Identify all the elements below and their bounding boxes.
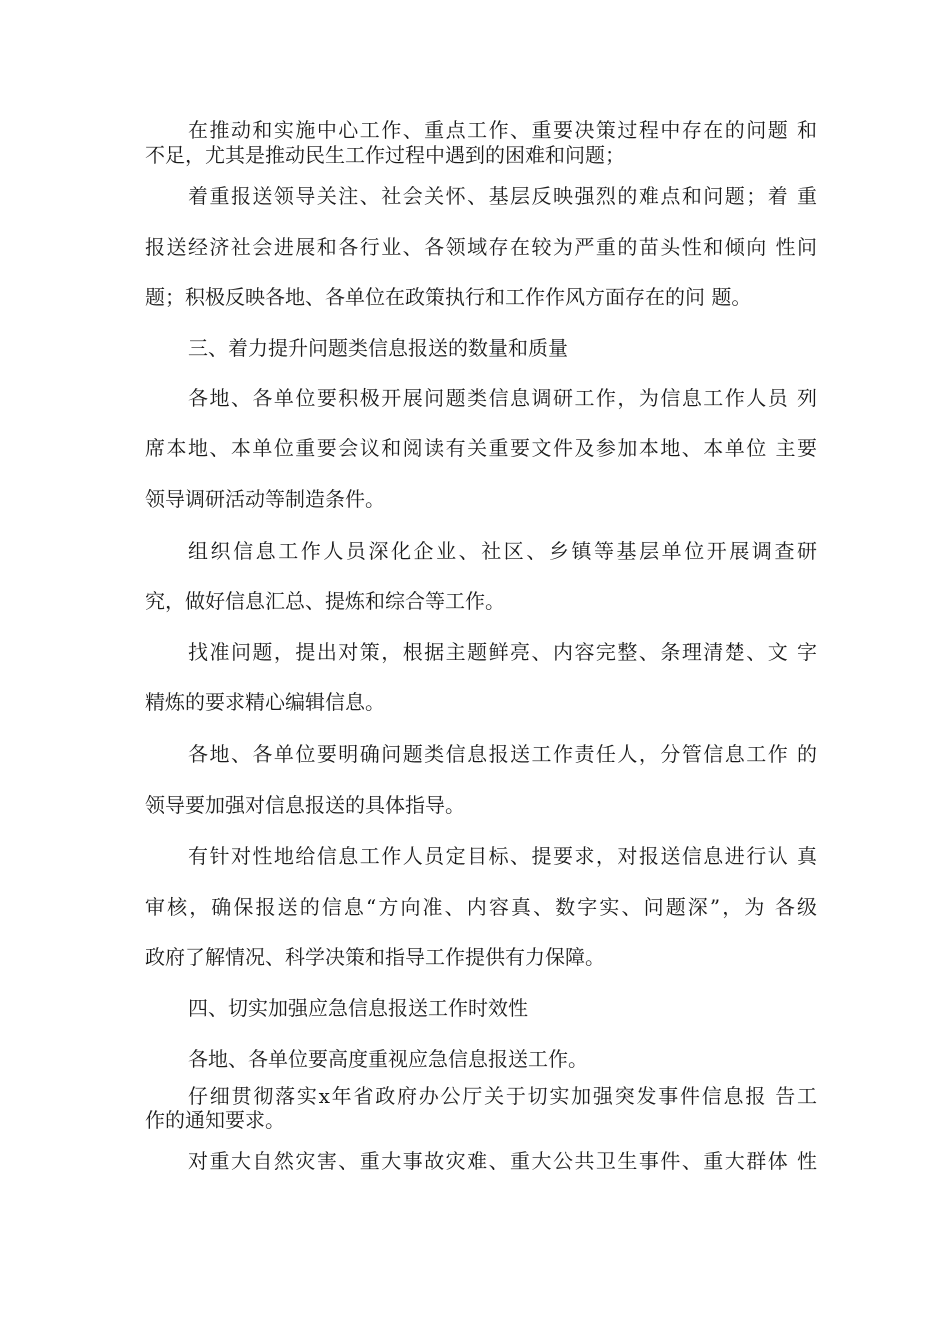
text-line: 政府了解情况、科学决策和指导工作提供有力保障。 — [145, 945, 605, 969]
section-heading: 四、切实加强应急信息报送工作时效性 — [188, 996, 528, 1020]
text-line: 对重大自然灾害、重大事故灾难、重大公共卫生事件、重大群体 性 — [188, 1149, 817, 1173]
text-line: 着重报送领导关注、社会关怀、基层反映强烈的难点和问题；着 重 — [188, 184, 817, 208]
text-line: 究，做好信息汇总、提炼和综合等工作。 — [145, 589, 505, 613]
text-line: 审核，确保报送的信息“方向准、内容真、数字实、问题深”，为 各级 — [145, 895, 817, 919]
text-line: 精炼的要求精心编辑信息。 — [145, 690, 385, 714]
text-line: 在推动和实施中心工作、重点工作、重要决策过程中存在的问题 和 — [188, 118, 817, 142]
text-line: 席本地、本单位重要会议和阅读有关重要文件及参加本地、本单位 主要 — [145, 436, 817, 460]
text-line: 有针对性地给信息工作人员定目标、提要求，对报送信息进行认 真 — [188, 844, 817, 868]
text-line: 仔细贯彻落实x年省政府办公厅关于切实加强突发事件信息报 告工 — [188, 1084, 817, 1108]
text-line: 报送经济社会进展和各行业、各领域存在较为严重的苗头性和倾向 性问 — [145, 235, 817, 259]
text-line: 组织信息工作人员深化企业、社区、乡镇等基层单位开展调查研 — [188, 539, 817, 563]
text-line: 各地、各单位要明确问题类信息报送工作责任人，分管信息工作 的 — [188, 742, 817, 766]
text-line: 找准问题，提出对策，根据主题鲜亮、内容完整、条理清楚、文 字 — [188, 640, 817, 664]
section-heading: 三、着力提升问题类信息报送的数量和质量 — [188, 336, 568, 360]
text-line: 领导要加强对信息报送的具体指导。 — [145, 793, 465, 817]
text-line: 不足，尤其是推动民生工作过程中遇到的困难和问题； — [145, 143, 625, 167]
text-line: 领导调研活动等制造条件。 — [145, 487, 385, 511]
text-line: 各地、各单位要高度重视应急信息报送工作。 — [188, 1047, 588, 1071]
text-line: 作的通知要求。 — [145, 1108, 285, 1132]
text-line: 题；积极反映各地、各单位在政策执行和工作作风方面存在的问 题。 — [145, 285, 752, 309]
text-line: 各地、各单位要积极开展问题类信息调研工作，为信息工作人员 列 — [188, 386, 817, 410]
